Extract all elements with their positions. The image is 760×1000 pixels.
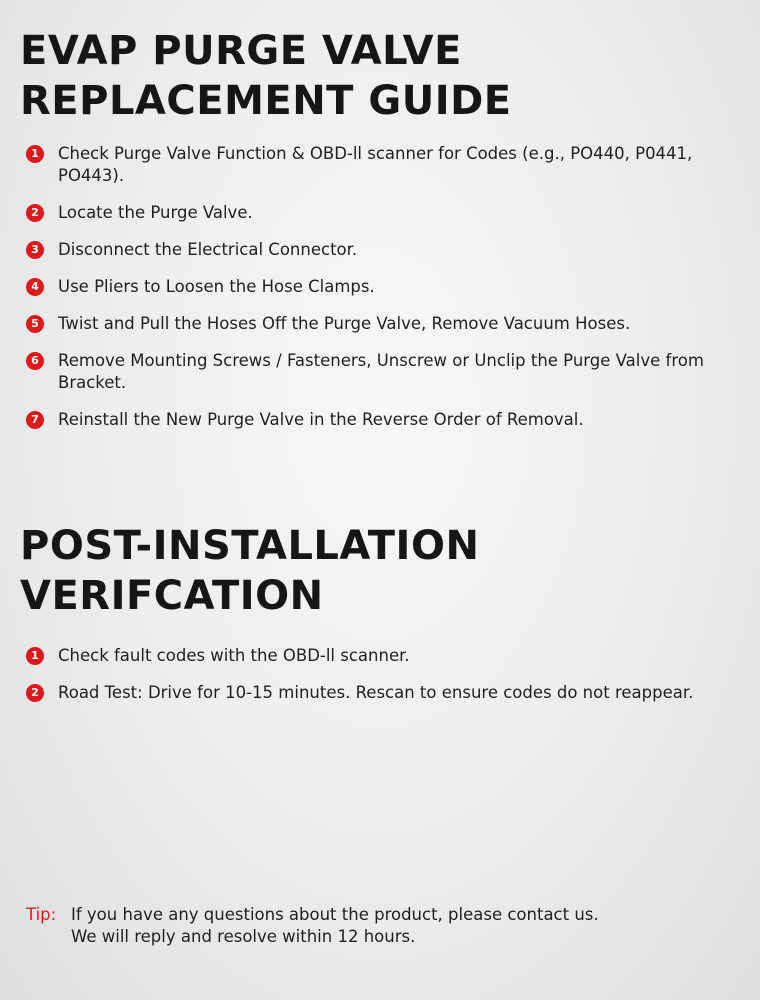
step-number-badge: 4 [26, 278, 44, 296]
guide-step [26, 350, 726, 394]
tip-note [26, 904, 726, 948]
guide-step [26, 202, 726, 224]
guide-steps-list [26, 143, 726, 446]
verification-step [26, 645, 726, 667]
guide-title [20, 26, 512, 126]
step-number-badge: 1 [26, 647, 44, 665]
tip-line-1: If you have any questions about the product, please contact us. [71, 905, 599, 924]
step-number-badge: 2 [26, 204, 44, 222]
verification-title-line-1: POST-INSTALLATION [20, 523, 480, 569]
guide-step-text: Locate the Purge Valve. [58, 203, 253, 222]
verification-step [26, 682, 726, 704]
guide-step [26, 313, 726, 335]
guide-step-text: Twist and Pull the Hoses Off the Purge Valve, Remove Vacuum Hoses. [58, 314, 631, 333]
tip-label: Tip: [26, 905, 57, 924]
guide-step-text: Reinstall the New Purge Valve in the Reverse Order of Removal. [58, 410, 584, 429]
tip-line-2: We will reply and resolve within 12 hours. [71, 927, 416, 946]
guide-step-text: Disconnect the Electrical Connector. [58, 240, 358, 259]
guide-step-text: Use Pliers to Loosen the Hose Clamps. [58, 277, 375, 296]
guide-step [26, 409, 726, 431]
verification-step-text: Road Test: Drive for 10-15 minutes. Rescan to ensure codes do not reappear. [58, 683, 694, 702]
step-number-badge: 2 [26, 684, 44, 702]
step-number-badge: 7 [26, 411, 44, 429]
step-number-badge: 6 [26, 352, 44, 370]
guide-step [26, 276, 726, 298]
verification-title-line-2: VERIFCATION [20, 573, 324, 619]
step-number-badge: 3 [26, 241, 44, 259]
guide-step [26, 143, 726, 187]
guide-step-text: Remove Mounting Screws / Fasteners, Unscrew or Unclip the Purge Valve from Bracket. [58, 351, 704, 392]
step-number-badge: 1 [26, 145, 44, 163]
guide-title-line-1: EVAP PURGE VALVE [20, 28, 462, 74]
verification-title [20, 521, 479, 621]
guide-title-line-2: REPLACEMENT GUIDE [20, 78, 512, 124]
verification-steps-list [26, 645, 726, 719]
verification-step-text: Check fault codes with the OBD-ll scanner. [58, 646, 410, 665]
guide-step-text: Check Purge Valve Function & OBD-ll scanner for Codes (e.g., PO440, P0441, PO443). [58, 144, 693, 185]
guide-step [26, 239, 726, 261]
step-number-badge: 5 [26, 315, 44, 333]
